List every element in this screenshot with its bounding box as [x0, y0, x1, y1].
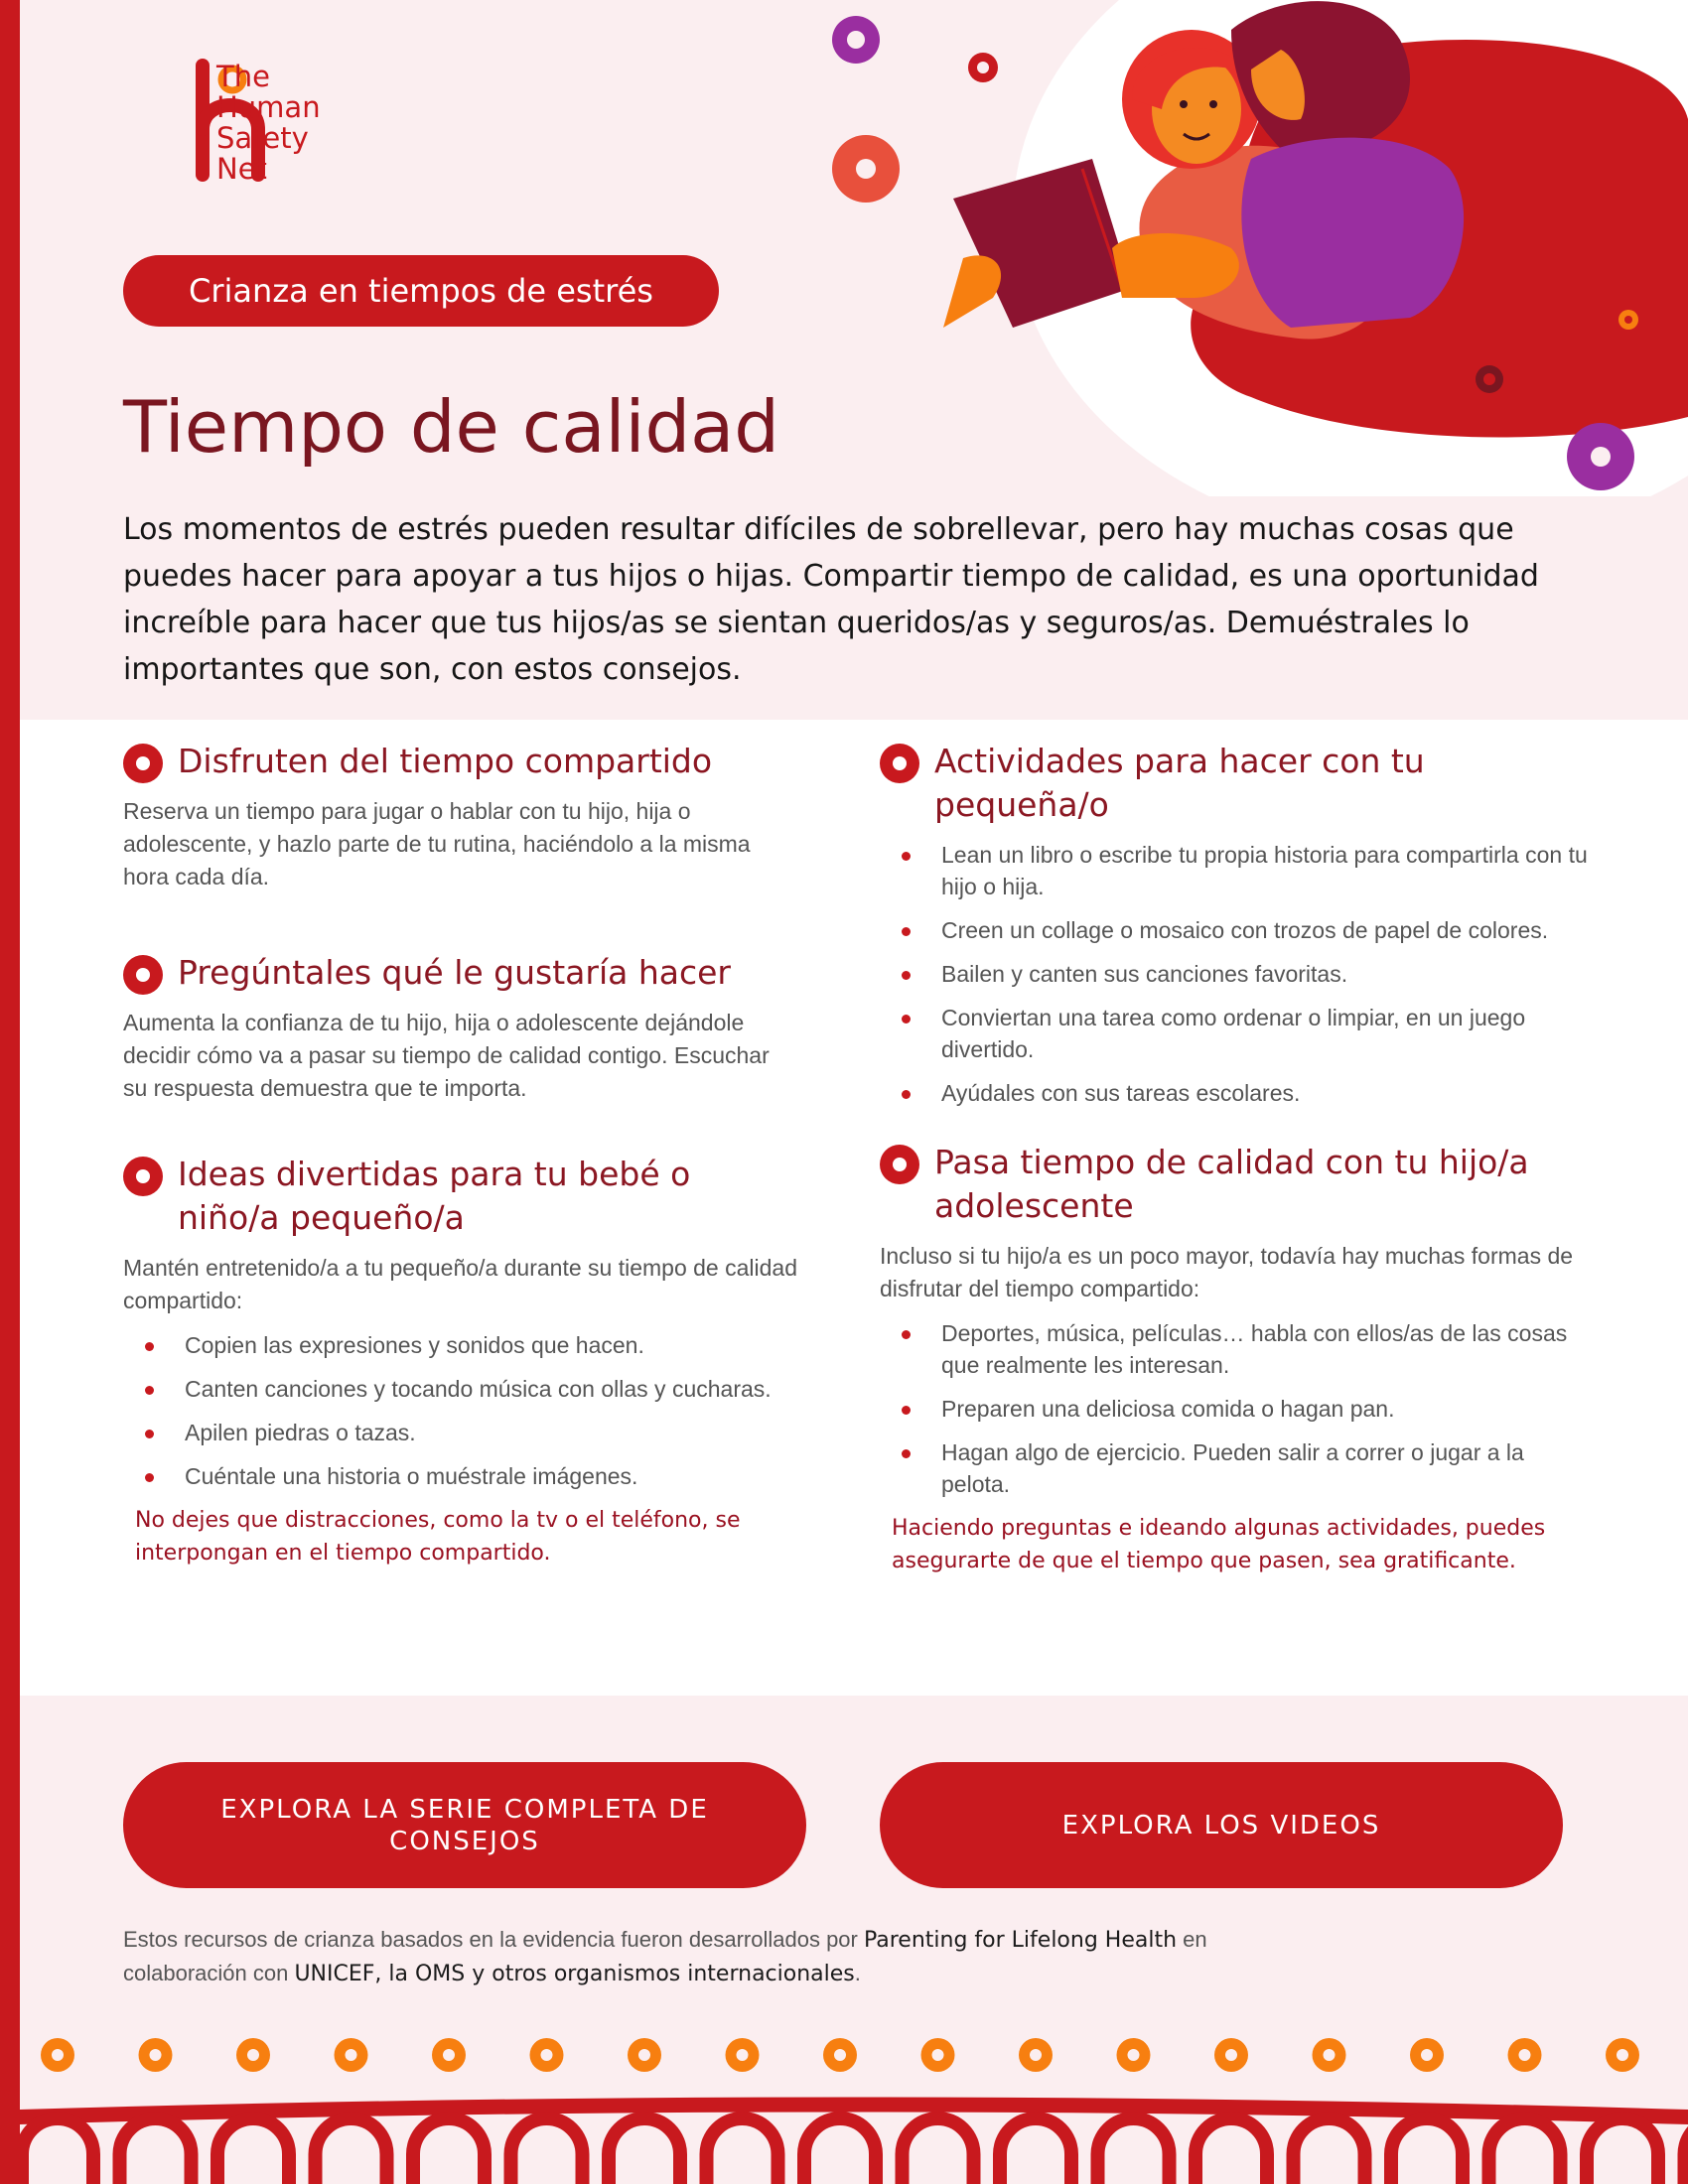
list-item: Creen un collage o mosaico con trozos de papel de colores.	[880, 914, 1595, 946]
list-item: Apilen piedras o tazas.	[123, 1417, 798, 1448]
section-heading: Pregúntales qué le gustaría hacer	[178, 953, 731, 992]
bullet-icon	[880, 1145, 919, 1184]
list-item: Copien las expresiones y sonidos que hacen.	[123, 1329, 798, 1361]
section-heading: Ideas divertidas para tu bebé o niño/a pequeño/a	[178, 1155, 691, 1237]
explore-series-button[interactable]: EXPLORA LA SERIE COMPLETA DE CONSEJOS	[123, 1762, 806, 1888]
section-body: Mantén entretenido/a a tu pequeño/a durante su tiempo de calidad compartido:	[123, 1255, 797, 1313]
bullet-list	[123, 1329, 798, 1492]
section-ask-them	[123, 951, 798, 1105]
list-item: Bailen y canten sus canciones favoritas.	[880, 958, 1595, 990]
section-note: No dejes que distracciones, como la tv o el teléfono, se interpongan en el tiempo compartido.	[135, 1508, 741, 1566]
credits-text: Estos recursos de crianza basados en la evidencia fueron desarrollados por Parenting for Lifelong Health en colaboración con UNICEF, la OMS y otros organismos internacionales.	[123, 1927, 1207, 1986]
section-body: Incluso si tu hijo/a es un poco mayor, todavía hay muchas formas de disfrutar del tiempo compartido:	[880, 1243, 1574, 1301]
list-item: Lean un libro o escribe tu propia historia para compartirla con tu hijo o hija.	[880, 839, 1595, 902]
bullet-icon	[123, 955, 163, 995]
credit-org-pflh: Parenting for Lifelong Health	[863, 1928, 1178, 1953]
list-item: Deportes, música, películas… habla con ellos/as de las cosas que realmente les interesan.	[880, 1317, 1595, 1381]
section-activities	[880, 740, 1595, 1109]
intro-paragraph: Los momentos de estrés pueden resultar difíciles de sobrellevar, pero hay muchas cosas que puedes hacer para apoyar a tus hijos o hijas. Compartir tiempo de calidad, es una oportunidad increíble para hacer que tus hijos/as se sientan queridos/as y seguros/as. Demuéstrales lo importantes que son, con estos consejos.	[123, 512, 1539, 687]
bottom-decorative-arches	[20, 2025, 1688, 2184]
list-item: Cuéntale una historia o muéstrale imágenes.	[123, 1460, 798, 1492]
brand-name: The Human Safety Net	[216, 60, 321, 186]
list-item: Ayúdales con sus tareas escolares.	[880, 1077, 1595, 1109]
list-item: Canten canciones y tocando música con ollas y cucharas.	[123, 1373, 798, 1405]
page-title: Tiempo de calidad	[123, 385, 779, 469]
bullet-list	[880, 839, 1595, 1109]
section-note: Haciendo preguntas e ideando algunas actividades, puedes asegurarte de que el tiempo que pasen, sea gratificante.	[892, 1516, 1546, 1573]
bullet-icon	[123, 744, 163, 783]
section-body: Aumenta la confianza de tu hijo, hija o adolescente dejándole decidir cómo va a pasar su tiempo de calidad contigo. Escuchar su respuesta demuestra que te importa.	[123, 1010, 770, 1101]
bullet-list	[880, 1317, 1595, 1500]
section-teen-time	[880, 1141, 1595, 1577]
section-baby-ideas	[123, 1153, 798, 1570]
bullet-icon	[123, 1157, 163, 1196]
section-body: Reserva un tiempo para jugar o hablar con tu hijo, hija o adolescente, y hazlo parte de tu rutina, haciéndolo a la misma hora cada día.	[123, 798, 751, 889]
section-enjoy-time	[123, 740, 798, 893]
section-heading: Disfruten del tiempo compartido	[178, 742, 713, 780]
right-column	[880, 740, 1595, 1617]
list-item: Preparen una deliciosa comida o hagan pan.	[880, 1393, 1595, 1425]
left-column	[123, 740, 798, 1609]
credit-org-unicef: UNICEF, la OMS y otros organismos internacionales	[294, 1962, 855, 1986]
list-item: Conviertan una tarea como ordenar o limpiar, en un juego divertido.	[880, 1002, 1595, 1065]
list-item: Hagan algo de ejercicio. Pueden salir a correr o jugar a la pelota.	[880, 1436, 1595, 1500]
series-label-badge: Crianza en tiempos de estrés	[123, 255, 719, 327]
section-heading: Pasa tiempo de calidad con tu hijo/a adolescente	[934, 1143, 1529, 1225]
section-heading: Actividades para hacer con tu pequeña/o	[934, 742, 1425, 824]
bullet-icon	[880, 744, 919, 783]
explore-videos-button[interactable]: EXPLORA LOS VIDEOS	[880, 1762, 1563, 1888]
